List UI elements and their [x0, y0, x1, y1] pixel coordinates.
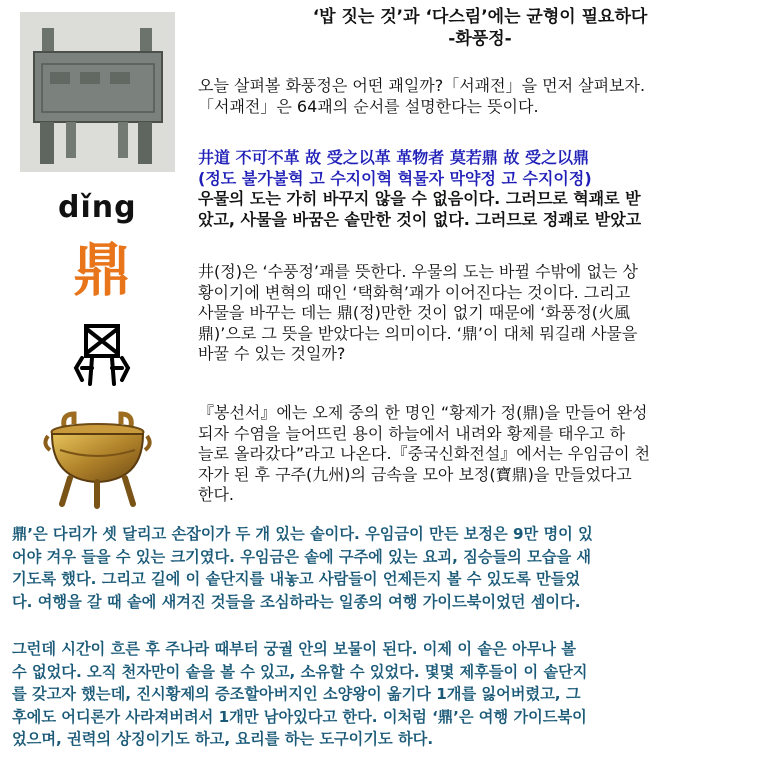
- text-line: 를 갖고자 했는데, 진시황제의 증조할아버지인 소양왕이 옮기다 1개를 잃어버렸고, 그: [12, 685, 581, 703]
- text-line: 그런데 시간이 흐른 후 주나라 때부터 궁궐 안의 보물이 된다. 이제 이 솥은 아무나 볼: [12, 640, 576, 658]
- text-line: 鼎)’으로 그 뜻을 받았다는 의미이다. ‘鼎’이 대체 뭐길래 사물을: [198, 323, 638, 343]
- text-line: 井(정)은 ‘수풍정’괘를 뜻한다. 우물의 도는 바뀔 수밖에 없는 상: [198, 262, 638, 281]
- text-line: 오늘 살펴볼 화풍정은 어떤 괘일까?「서괘전」을 먼저 살펴보자.: [198, 76, 646, 95]
- pinyin-label: dǐng: [58, 190, 137, 225]
- title-main: ‘밥 짓는 것’과 ‘다스림’에는 균형이 필요하다: [312, 7, 648, 27]
- ding-character-ancient-icon: [68, 318, 136, 390]
- text-line: 후에도 어디론가 사라져버려서 1개만 남아있다고 한다. 이처럼 ‘鼎’은 여행 가이드북이: [12, 707, 587, 726]
- classical-quote: [198, 148, 768, 189]
- text-line: 기도록 했다. 그리고 길에 이 솥단지를 내놓고 사람들이 언제든지 볼 수 있도록 만들었: [12, 570, 581, 588]
- ding-character-modern: 鼎: [72, 236, 131, 304]
- text-line: 황이기에 변혁의 때인 ‘택화혁’괘가 이어진다는 것이다. 그리고: [198, 282, 631, 302]
- stone-ding-vessel-image: [20, 12, 175, 172]
- text-line: 한다.: [198, 485, 234, 504]
- text-line: 수 없었다. 오직 천자만이 솥을 볼 수 있고, 소유할 수 있었다. 몇몇 제후들이 이 솥단지: [12, 662, 588, 681]
- text-line: 「서괘전」은 64괘의 순서를 설명한다는 뜻이다.: [198, 96, 539, 116]
- text-line: 자가 된 후 구주(九州)의 금속을 모아 보정(寶鼎)을 만들었다고: [198, 464, 632, 484]
- text-line: 았고, 사물을 바꿈은 솥만한 것이 없다. 그러므로 정괘로 받았고: [198, 209, 642, 229]
- paragraph-ding-history: [12, 638, 764, 751]
- paragraph-jing: [198, 262, 768, 365]
- text-line: 었으며, 권력의 상징이기도 하고, 요리를 하는 도구이기도 하다.: [12, 730, 434, 748]
- title-sub: -화풍정-: [448, 29, 512, 49]
- paragraph-legend: [198, 403, 768, 506]
- page-title: [200, 6, 760, 50]
- bronze-ding-vessel-image: [40, 410, 155, 510]
- text-line: 鼎’은 다리가 셋 달리고 손잡이가 두 개 있는 솥이다. 우임금이 만든 보정은 9만 명이 있: [12, 525, 593, 543]
- text-line: 바꿀 수 있는 것일까?: [198, 344, 346, 363]
- text-line: 어야 겨우 들을 수 있는 크기였다. 우임금은 솥에 구주에 있는 요괴, 짐승들의 모습을 새: [12, 547, 592, 566]
- intro-paragraph: [198, 76, 768, 117]
- quote-reading: (정도 불가불혁 고 수지이혁 혁물자 막약정 고 수지이정): [198, 168, 592, 188]
- paragraph-ding-description: [12, 523, 764, 613]
- text-line: 우물의 도는 가히 바꾸지 않을 수 없음이다. 그러므로 혁괘로 받: [198, 189, 641, 208]
- text-line: 다. 여행을 갈 때 솥에 새겨진 것들을 조심하라는 일종의 여행 가이드북이었던 셈이다.: [12, 592, 581, 611]
- text-line: 되자 수염을 늘어뜨린 용이 하늘에서 내려와 황제를 태우고 하: [198, 423, 626, 443]
- quote-translation: [198, 189, 768, 230]
- quote-hanzi: 井道 不可不革 故 受之以革 革物者 莫若鼎 故 受之以鼎: [198, 148, 589, 167]
- text-line: 사물을 바꾸는 데는 鼎(정)만한 것이 없기 때문에 ‘화풍정(火風: [198, 303, 630, 322]
- text-line: 『봉선서』에는 오제 중의 한 명인 “황제가 정(鼎)을 만들어 완성: [198, 403, 648, 422]
- text-line: 늘로 올라갔다”라고 나온다.『중국신화전설』에서는 우임금이 천: [198, 444, 651, 463]
